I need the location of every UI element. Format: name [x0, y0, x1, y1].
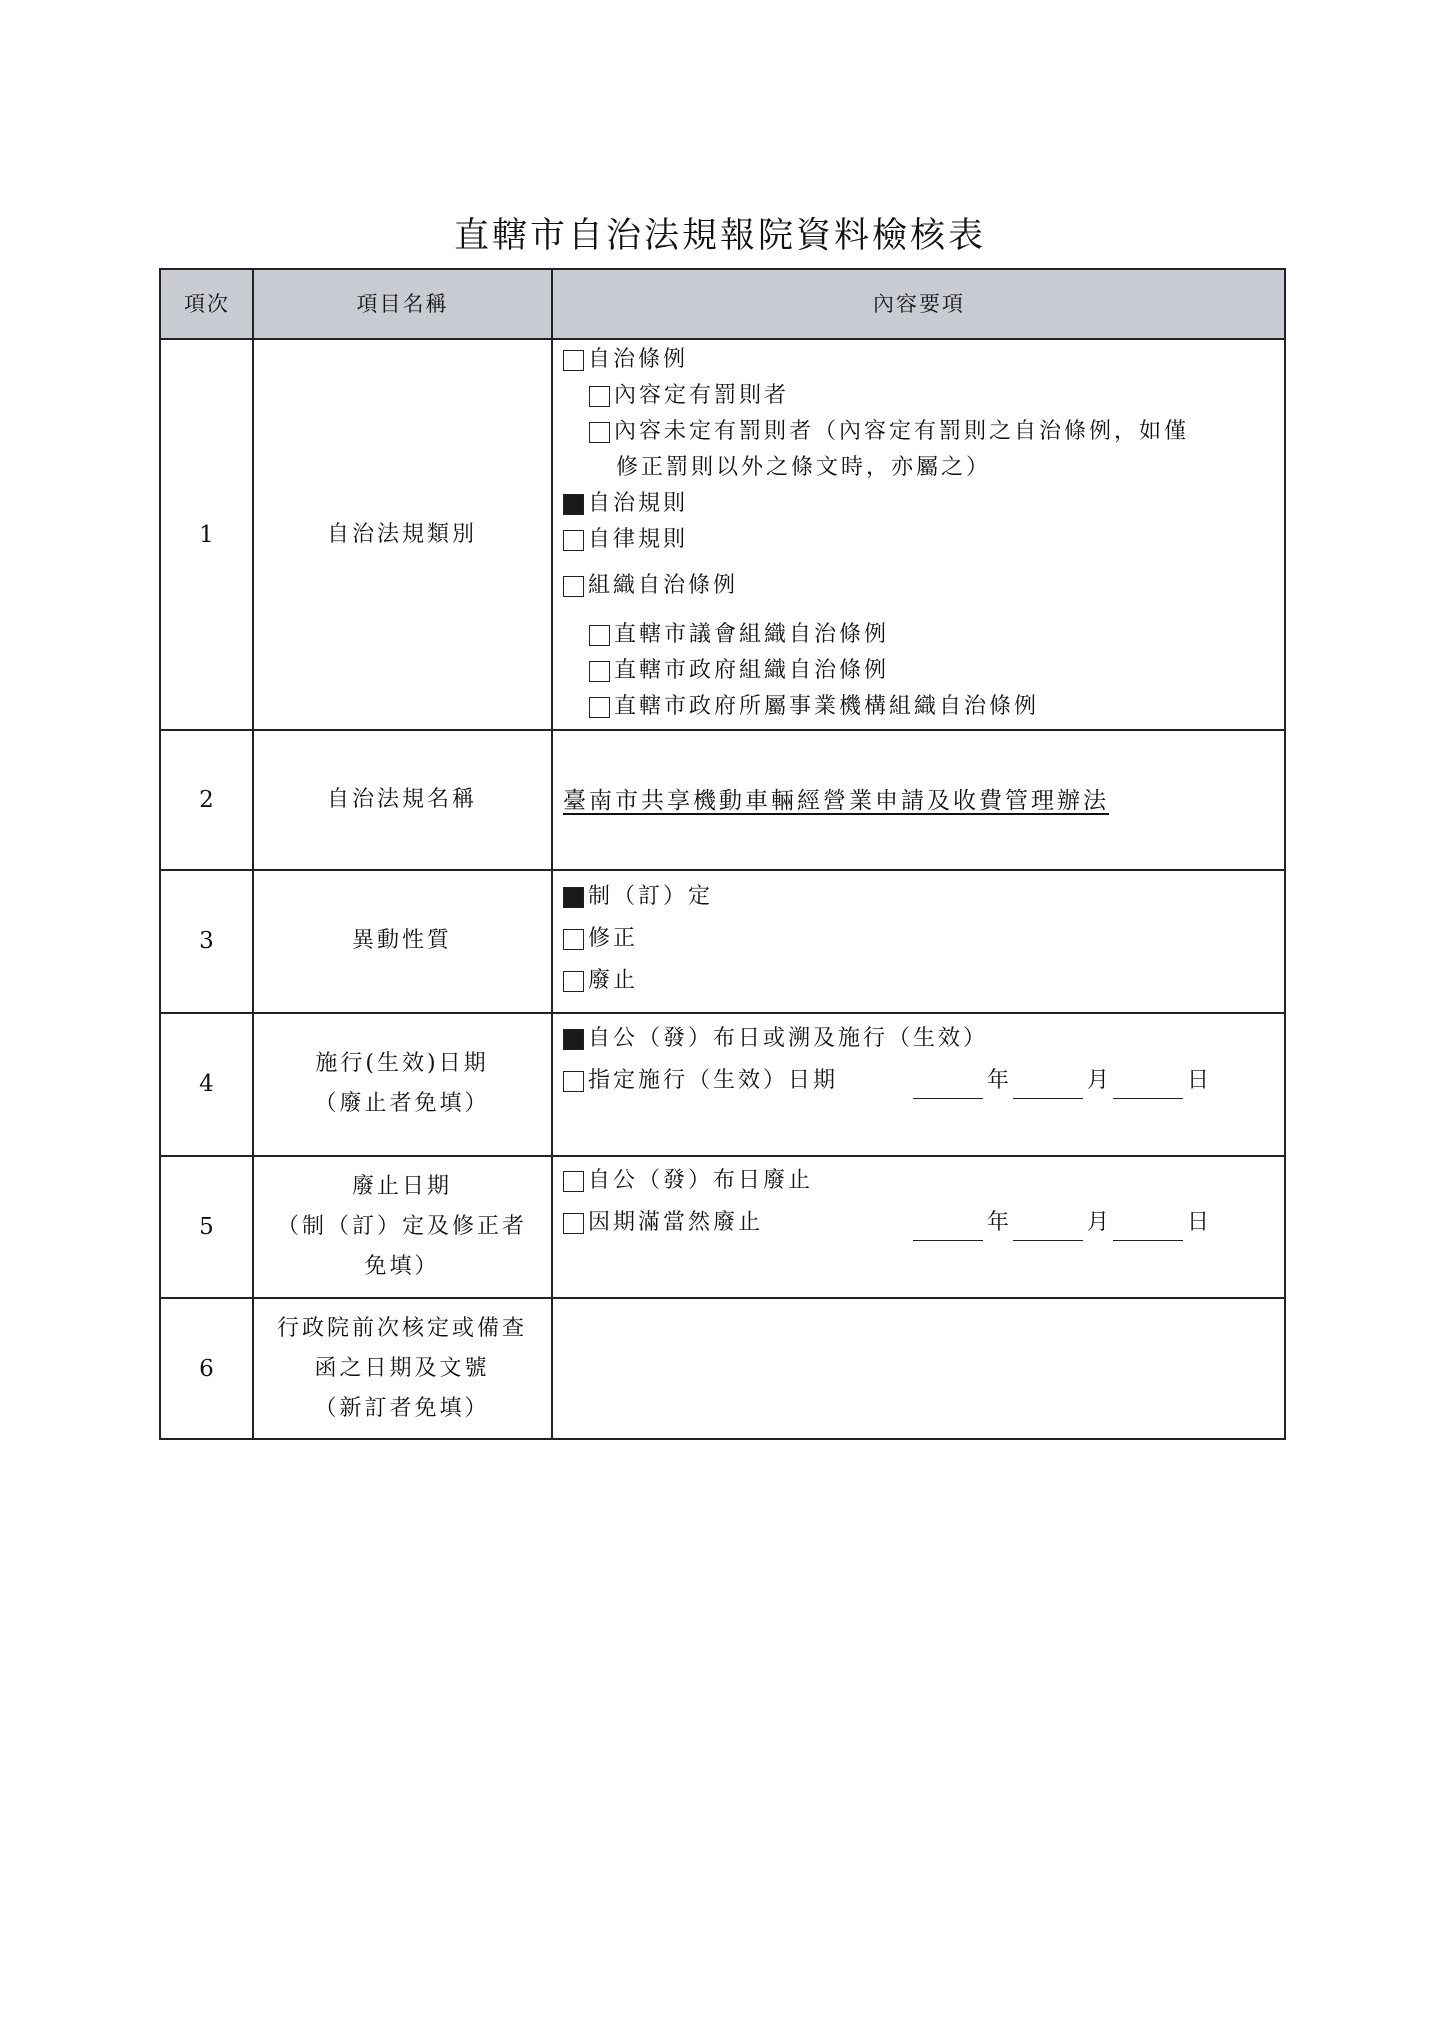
row-3-number: 3 [199, 928, 214, 954]
month-blank[interactable] [1013, 1072, 1083, 1099]
option-without-penalty[interactable]: 內容未定有罰則者（內容定有罰則之自治條例，如僅 [589, 414, 1189, 450]
option-with-penalty[interactable]: 內容定有罰則者 [589, 378, 789, 414]
checkbox-icon[interactable] [563, 1071, 584, 1092]
row-2-name: 自治法規名稱 [326, 786, 477, 812]
row-6-number: 6 [199, 1356, 214, 1382]
option-self-governance-regulation[interactable]: 自治規則 [563, 486, 688, 522]
option-enterprise-organization[interactable]: 直轄市政府所屬事業機構組織自治條例 [589, 689, 1039, 725]
option-effective-on-promulgation[interactable]: 自公（發）布日或溯及施行（生效） [563, 1021, 988, 1057]
option-enact[interactable]: 制（訂）定 [563, 879, 713, 915]
checkbox-checked-icon[interactable] [563, 1029, 584, 1050]
checkbox-checked-icon[interactable] [563, 494, 584, 515]
checkbox-icon[interactable] [563, 1213, 584, 1234]
effective-date-fields: 年 月 日 [913, 1063, 1213, 1099]
option-repeal[interactable]: 廢止 [563, 963, 638, 999]
regulation-name-value: 臺南市共享機動車輛經營業申請及收費管理辦法 [563, 788, 1109, 814]
row-3-name: 異動性質 [351, 928, 452, 953]
row-6-name: 行政院前次核定或備查 函之日期及文號 （新訂者免填） [276, 1316, 527, 1421]
option-council-organization[interactable]: 直轄市議會組織自治條例 [589, 617, 889, 653]
row-6-content-empty[interactable] [553, 1299, 1286, 1440]
option-amend[interactable]: 修正 [563, 921, 638, 957]
checkbox-icon[interactable] [563, 350, 584, 371]
year-blank[interactable] [913, 1072, 983, 1099]
checkbox-checked-icon[interactable] [563, 887, 584, 908]
row-4-name: 施行(生效)日期 （廢止者免填） [314, 1051, 490, 1116]
day-blank[interactable] [1113, 1214, 1183, 1241]
page-title: 直轄市自治法規報院資料檢核表 [453, 216, 986, 256]
option-self-governance-ordinance[interactable]: 自治條例 [563, 342, 688, 378]
checklist-table [159, 268, 1286, 1440]
option-organization-ordinance[interactable]: 組織自治條例 [563, 568, 738, 604]
checkbox-icon[interactable] [589, 386, 610, 407]
header-content: 內容要項 [873, 292, 965, 316]
checkbox-icon[interactable] [563, 929, 584, 950]
row-5-name: 廢止日期 （制（訂）定及修正者 免填） [276, 1173, 527, 1279]
checkbox-icon[interactable] [563, 530, 584, 551]
row-2-number: 2 [199, 786, 214, 813]
checkbox-icon[interactable] [563, 1171, 584, 1192]
option-government-organization[interactable]: 直轄市政府組織自治條例 [589, 653, 889, 689]
year-blank[interactable] [913, 1214, 983, 1241]
row-4-number: 4 [199, 1071, 214, 1097]
repeal-date-fields: 年 月 日 [913, 1205, 1213, 1241]
option-specified-effective-date[interactable]: 指定施行（生效）日期 [563, 1063, 838, 1099]
checkbox-icon[interactable] [589, 661, 610, 682]
checkbox-icon[interactable] [563, 971, 584, 992]
header-item-name: 項目名稱 [356, 292, 449, 316]
row-1-number: 1 [199, 521, 214, 548]
day-blank[interactable] [1113, 1072, 1183, 1099]
option-self-discipline-regulation[interactable]: 自律規則 [563, 522, 688, 558]
column-divider [551, 270, 553, 1438]
row-1-name: 自治法規類別 [326, 521, 477, 547]
row-5-number: 5 [199, 1213, 214, 1240]
checkbox-icon[interactable] [589, 697, 610, 718]
checkbox-icon[interactable] [563, 576, 584, 597]
header-no: 項次 [184, 292, 230, 316]
checkbox-icon[interactable] [589, 422, 610, 443]
option-without-penalty-continued: 修正罰則以外之條文時，亦屬之） [616, 455, 992, 480]
month-blank[interactable] [1013, 1214, 1083, 1241]
checkbox-icon[interactable] [589, 625, 610, 646]
option-repeal-on-promulgation[interactable]: 自公（發）布日廢止 [563, 1163, 813, 1199]
option-repeal-on-expiry[interactable]: 因期滿當然廢止 [563, 1205, 763, 1241]
